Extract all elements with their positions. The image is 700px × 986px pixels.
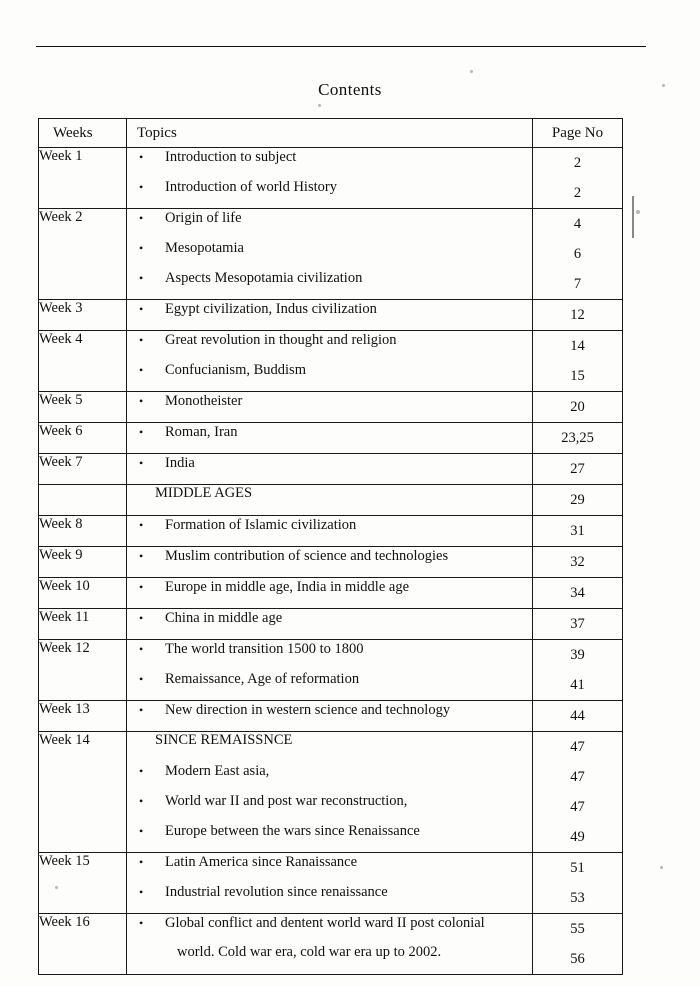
page-number: 37 — [570, 616, 585, 632]
bullet-icon: • — [139, 764, 144, 778]
column-header-weeks: Weeks — [39, 119, 127, 148]
bullet-icon: • — [139, 518, 144, 532]
week-cell: Week 2 — [39, 209, 127, 300]
bullet-icon: • — [139, 363, 144, 377]
topic-label: Modern East asia, — [165, 763, 270, 779]
topic-label: Monotheister — [165, 393, 243, 409]
topic-entry — [127, 914, 532, 944]
table-row — [39, 578, 623, 609]
topic-label: Confucianism, Buddism — [165, 362, 306, 378]
topics-cell — [127, 331, 533, 392]
column-header-topics: Topics — [127, 119, 533, 148]
page-number: 29 — [570, 492, 585, 508]
table-row — [39, 609, 623, 640]
topic-label: Muslim contribution of science and technologies — [165, 548, 449, 564]
table-row — [39, 485, 623, 516]
topic-entry — [127, 178, 532, 208]
page-number: 27 — [570, 461, 585, 477]
topics-cell — [127, 640, 533, 701]
header-rule — [36, 46, 646, 47]
week-cell: Week 16 — [39, 914, 127, 975]
table-row — [39, 914, 623, 975]
topic-label: Origin of life — [165, 210, 242, 226]
bullet-icon: • — [139, 211, 144, 225]
page-number: 47 — [570, 769, 585, 785]
week-cell: Week 8 — [39, 516, 127, 547]
topic-label: SINCE REMAISSNCE — [155, 732, 293, 748]
page-cell — [533, 547, 623, 578]
page-cell — [533, 732, 623, 853]
topic-entry — [127, 361, 532, 391]
topics-cell — [127, 423, 533, 454]
bullet-icon: • — [139, 855, 144, 869]
topic-entry — [127, 423, 532, 453]
page-number: 20 — [570, 399, 585, 415]
scan-speck — [318, 104, 321, 107]
topics-cell — [127, 547, 533, 578]
topic-label: Mesopotamia — [165, 240, 244, 256]
topics-cell — [127, 853, 533, 914]
topic-label: MIDDLE AGES — [155, 485, 253, 501]
page-number: 2 — [573, 185, 582, 201]
bullet-icon: • — [139, 302, 144, 316]
scan-speck — [660, 866, 663, 869]
page-cell — [533, 454, 623, 485]
table-header-row — [39, 119, 623, 148]
topics-cell — [127, 209, 533, 300]
topics-cell — [127, 392, 533, 423]
topic-label: Latin America since Ranaissance — [165, 854, 358, 870]
topic-label: Formation of Islamic civilization — [165, 517, 357, 533]
page-number: 32 — [570, 554, 585, 570]
topics-cell — [127, 300, 533, 331]
page-number: 47 — [570, 739, 585, 755]
page-cell — [533, 392, 623, 423]
page-number: 39 — [570, 647, 585, 663]
week-cell: Week 7 — [39, 454, 127, 485]
bullet-icon: • — [139, 794, 144, 808]
topics-cell — [127, 701, 533, 732]
page-number: 53 — [570, 890, 585, 906]
page-cell — [533, 485, 623, 516]
table-row — [39, 732, 623, 853]
bullet-icon: • — [139, 672, 144, 686]
scan-speck — [470, 70, 473, 73]
contents-table — [38, 118, 623, 975]
week-cell: Week 3 — [39, 300, 127, 331]
page-number: 15 — [570, 368, 585, 384]
table-row — [39, 392, 623, 423]
page-number: 56 — [570, 951, 585, 967]
page-number: 41 — [570, 677, 585, 693]
topic-label: Egypt civilization, Indus civilization — [165, 301, 377, 317]
week-cell: Week 14 — [39, 732, 127, 853]
topic-entry — [127, 701, 532, 731]
page-cell — [533, 640, 623, 701]
bullet-icon: • — [139, 611, 144, 625]
topic-label: Europe between the wars since Renaissance — [165, 823, 420, 839]
week-cell: Week 5 — [39, 392, 127, 423]
page-number: 49 — [570, 829, 585, 845]
topic-label: World war II and post war reconstruction, — [165, 793, 408, 809]
page-cell — [533, 914, 623, 975]
topic-entry — [127, 516, 532, 546]
page-number: 31 — [570, 523, 585, 539]
bullet-icon: • — [139, 580, 144, 594]
topic-entry — [127, 640, 532, 670]
bullet-icon: • — [139, 394, 144, 408]
topics-cell — [127, 454, 533, 485]
topic-label: India — [165, 455, 195, 471]
page-cell — [533, 423, 623, 454]
bullet-icon: • — [139, 180, 144, 194]
scan-mark — [632, 196, 634, 238]
table-row — [39, 547, 623, 578]
topic-label: Aspects Mesopotamia civilization — [165, 270, 363, 286]
week-cell: Week 10 — [39, 578, 127, 609]
topic-entry — [127, 792, 532, 822]
bullet-icon: • — [139, 333, 144, 347]
topic-entry — [127, 609, 532, 639]
topic-entry — [127, 300, 532, 330]
bullet-icon: • — [139, 425, 144, 439]
topic-entry — [127, 485, 532, 515]
topic-label: world. Cold war era, cold war era up to 2002. — [177, 944, 442, 960]
topic-label: Remaissance, Age of reformation — [165, 671, 360, 687]
topic-entry — [127, 732, 532, 762]
page-cell — [533, 701, 623, 732]
page-cell — [533, 209, 623, 300]
page-number: 51 — [570, 860, 585, 876]
topic-entry — [127, 853, 532, 883]
week-cell: Week 11 — [39, 609, 127, 640]
column-header-page-no: Page No — [533, 119, 623, 148]
topics-cell — [127, 914, 533, 975]
topic-label: Introduction to subject — [165, 149, 297, 165]
week-cell: Week 1 — [39, 148, 127, 209]
bullet-icon: • — [139, 549, 144, 563]
bullet-icon: • — [139, 916, 144, 930]
table-row — [39, 300, 623, 331]
topic-entry — [127, 578, 532, 608]
topic-entry — [127, 822, 532, 852]
topics-cell — [127, 732, 533, 853]
topics-cell — [127, 609, 533, 640]
topic-label: Industrial revolution since renaissance — [165, 884, 388, 900]
page-number: 34 — [570, 585, 585, 601]
page-cell — [533, 331, 623, 392]
topic-label: Europe in middle age, India in middle age — [165, 579, 410, 595]
bullet-icon: • — [139, 824, 144, 838]
page-cell — [533, 300, 623, 331]
table-row — [39, 701, 623, 732]
topics-cell — [127, 578, 533, 609]
topic-label: China in middle age — [165, 610, 283, 626]
page-number: 6 — [573, 246, 582, 262]
topic-label: Introduction of world History — [165, 179, 337, 195]
week-cell: Week 6 — [39, 423, 127, 454]
topic-entry — [127, 670, 532, 700]
table-row — [39, 423, 623, 454]
topic-entry — [127, 148, 532, 178]
topics-cell — [127, 148, 533, 209]
table-row — [39, 209, 623, 300]
topic-entry — [127, 454, 532, 484]
topic-entry — [127, 883, 532, 913]
page-number: 23,25 — [561, 430, 594, 446]
bullet-icon: • — [139, 456, 144, 470]
topic-label: The world transition 1500 to 1800 — [165, 641, 364, 657]
topic-entry — [127, 239, 532, 269]
week-cell: Week 15 — [39, 853, 127, 914]
topic-entry — [127, 209, 532, 239]
topic-entry — [127, 944, 532, 974]
topic-entry — [127, 331, 532, 361]
page-number: 2 — [573, 155, 582, 171]
page-cell — [533, 609, 623, 640]
bullet-icon: • — [139, 150, 144, 164]
topic-label: New direction in western science and technology — [165, 702, 451, 718]
bullet-icon: • — [139, 642, 144, 656]
page-number: 14 — [570, 338, 585, 354]
page-cell — [533, 148, 623, 209]
topic-entry — [127, 269, 532, 299]
page-cell — [533, 853, 623, 914]
page-number: 55 — [570, 921, 585, 937]
scan-speck — [636, 210, 640, 214]
week-cell: Week 12 — [39, 640, 127, 701]
bullet-icon: • — [139, 271, 144, 285]
week-cell — [39, 485, 127, 516]
bullet-icon: • — [139, 241, 144, 255]
bullet-icon: • — [139, 885, 144, 899]
table-row — [39, 148, 623, 209]
page-number: 7 — [573, 276, 582, 292]
table-row — [39, 454, 623, 485]
table-row — [39, 853, 623, 914]
page-number: 12 — [570, 307, 585, 323]
topic-label: Global conflict and dentent world ward II post colonial — [165, 915, 485, 931]
week-cell: Week 13 — [39, 701, 127, 732]
page-number: 4 — [573, 216, 582, 232]
topic-label: Roman, Iran — [165, 424, 238, 440]
topics-cell — [127, 485, 533, 516]
topic-entry — [127, 762, 532, 792]
page-number: 47 — [570, 799, 585, 815]
table-row — [39, 331, 623, 392]
page-title: Contents — [318, 80, 382, 99]
topics-cell — [127, 516, 533, 547]
week-cell: Week 9 — [39, 547, 127, 578]
topic-entry — [127, 547, 532, 577]
page-cell — [533, 516, 623, 547]
topic-entry — [127, 392, 532, 422]
bullet-icon: • — [139, 703, 144, 717]
table-row — [39, 640, 623, 701]
page-cell — [533, 578, 623, 609]
week-cell: Week 4 — [39, 331, 127, 392]
page-number: 44 — [570, 708, 585, 724]
topic-label: Great revolution in thought and religion — [165, 332, 397, 348]
table-row — [39, 516, 623, 547]
